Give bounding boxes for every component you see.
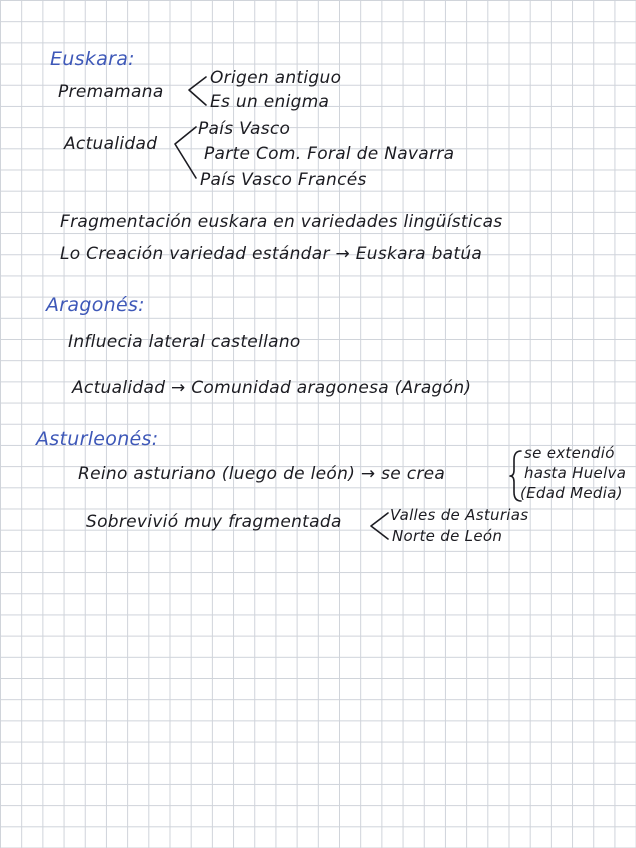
sobrevivio-label: Sobrevivió muy fragmentada <box>86 512 342 532</box>
expansion-item-edad-media: (Edad Media) <box>520 484 623 502</box>
asturleones-reino: Reino asturiano (luego de león) → se crea <box>78 464 446 484</box>
creacion-line: Lo Creación variedad estándar → Euskara batúa <box>60 244 483 264</box>
actualidad-item-navarra: Parte Com. Foral de Navarra <box>204 144 455 164</box>
aragones-influencia: Influecia lateral castellano <box>68 332 301 352</box>
actualidad-item-frances: País Vasco Francés <box>200 170 367 190</box>
premamana-item-enigma: Es un enigma <box>210 92 330 112</box>
premamana-bracket <box>186 74 208 108</box>
premamana-item-origen: Origen antiguo <box>210 68 342 88</box>
euskara-heading: Euskara: <box>50 48 135 70</box>
asturleones-heading: Asturleonés: <box>36 428 159 450</box>
premamana-label: Premamana <box>58 82 164 102</box>
actualidad-item-pais-vasco: País Vasco <box>198 119 291 139</box>
sobrevivio-item-norte: Norte de León <box>392 527 503 545</box>
actualidad-bracket <box>172 124 198 182</box>
actualidad-label: Actualidad <box>64 134 158 154</box>
sobrevivio-item-valles: Valles de Asturias <box>390 506 529 524</box>
aragones-actualidad: Actualidad → Comunidad aragonesa (Aragón) <box>72 378 472 398</box>
expansion-item-huelva: hasta Huelva <box>524 464 627 482</box>
sobrevivio-bracket <box>368 510 390 542</box>
fragmentacion-line: Fragmentación euskara en variedades lingüísticas <box>60 212 503 232</box>
aragones-heading: Aragonés: <box>46 294 145 316</box>
expansion-item-extendio: se extendió <box>524 444 615 462</box>
